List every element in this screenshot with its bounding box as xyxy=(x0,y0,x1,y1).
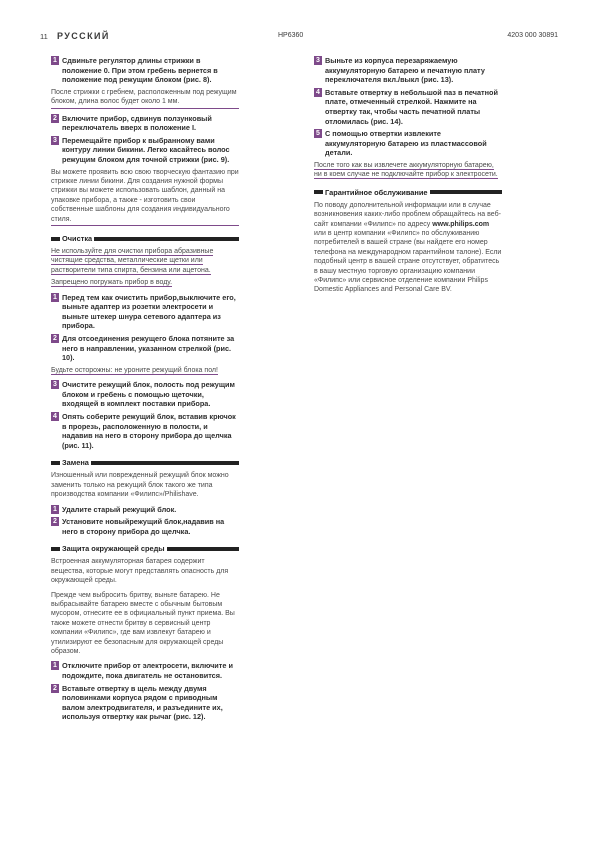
step-number: 1 xyxy=(51,56,59,65)
step-text: Удалите старый режущий блок. xyxy=(62,504,177,514)
right-column xyxy=(314,56,502,300)
section-title: Очистка xyxy=(62,234,93,243)
section-title: Гарантийное обслуживание xyxy=(325,187,428,197)
step-number: 1 xyxy=(51,661,59,670)
page-number: 11 xyxy=(40,32,48,41)
step-text: Отключите прибор от электросети, включите и подождите, пока двигатель не остановится. xyxy=(62,661,233,680)
step-text: Перемещайте прибор к выбранному вами контуру линии бикини. Легко касайтесь волос режущим блоком для точной стрижки (рис. 9). xyxy=(62,135,230,164)
step-number: 2 xyxy=(51,114,59,123)
heading-bar-left xyxy=(51,547,60,551)
step-item xyxy=(51,380,239,409)
left-column xyxy=(51,56,239,725)
creative-paragraph: Вы можете проявить всю свою творческую фантазию при стрижке линии бикини. Для создания нужной формы стрижки вы можете использовать шаблон, данный на упаковке прибора, а также - изготовить свои собственные шаблоны для создания индивидуального стиля. xyxy=(51,168,239,226)
step-number: 2 xyxy=(51,684,59,693)
document-code: 4203 000 30891 xyxy=(507,32,558,39)
step-item xyxy=(51,517,239,536)
section-heading-guarantee xyxy=(314,188,502,197)
section-heading-replacement xyxy=(51,458,239,467)
step-text: Сдвиньте регулятор длины стрижки в положение 0. При этом гребень вернется в положение под режущим блоком (рис. 8). xyxy=(62,56,218,85)
step-text: Для отсоединения режущего блока потяните за него в направлении, указанном стрелкой (рис. 10). xyxy=(62,334,235,363)
environment-paragraph: Встроенная аккумуляторная батарея содержит вещества, которые могут представлять опасность для окружающей среды. xyxy=(51,558,229,585)
step-number: 1 xyxy=(51,293,59,302)
language-label: РУССКИЙ xyxy=(57,31,110,41)
step-number: 2 xyxy=(51,517,59,526)
step-item xyxy=(51,412,239,450)
model-number: HP6360 xyxy=(278,32,304,39)
cleaning-warning: Не используйте для очистки прибора абразивные чистящие средства, металлические щетки или растворители типа спирта, бензина или ацетона. xyxy=(51,248,214,274)
step-text: С помощью отвертки извлеките аккумуляторную батарею из пластмассовой детали. xyxy=(325,129,487,158)
step-item xyxy=(51,505,239,515)
replacement-paragraph: Изношенный или поврежденный режущий блок можно заменить только на режущий блок такого же типа производства компании «Филипс»/Philishave. xyxy=(51,472,229,499)
trim-note: После стрижки с гребнем, расположенным под режущим блоком, длина волос будет около 1 мм. xyxy=(51,88,239,109)
step-number: 3 xyxy=(314,56,322,65)
step-number: 5 xyxy=(314,129,322,138)
step-item xyxy=(51,684,239,722)
step-item xyxy=(314,88,502,126)
heading-bar-left xyxy=(51,237,60,241)
step-text: Установите новыйрежущий блок,надавив на него в сторону прибора до щелчка. xyxy=(62,517,225,536)
step-text: Перед тем как очистить прибор,выключите его, выньте адаптер из розетки электросети и выньте штекер шнура сетевого адаптера из прибора. xyxy=(62,292,236,331)
step-item xyxy=(51,114,239,133)
step-text: Вставьте отвертку в небольшой паз в печатной плате, отмеченный стрелкой. Нажмите на отвертку так, чтобы часть печатной платы отломилась (рис. 14). xyxy=(325,87,498,126)
step-text: Очистите режущий блок, полость под режущим блоком и гребень с помощью щеточки, входящей в комплект поставки прибора. xyxy=(62,380,235,409)
heading-bar-right xyxy=(94,237,239,241)
step-item xyxy=(51,136,239,165)
heading-bar-right xyxy=(430,190,503,194)
step-item xyxy=(51,293,239,331)
heading-bar-right xyxy=(167,547,239,551)
website-link[interactable]: www.philips.com xyxy=(432,220,490,228)
section-heading-environment xyxy=(51,544,239,553)
heading-bar-left xyxy=(51,461,60,465)
step-item xyxy=(314,56,502,85)
section-title: Замена xyxy=(62,458,89,468)
step-number: 4 xyxy=(51,412,59,421)
step-item xyxy=(51,334,239,363)
step-number: 3 xyxy=(51,380,59,389)
section-heading-cleaning xyxy=(51,234,239,243)
heading-bar-right xyxy=(91,461,239,465)
step-item xyxy=(51,56,239,85)
step-number: 1 xyxy=(51,505,59,514)
step-number: 2 xyxy=(51,334,59,343)
step-item xyxy=(51,661,239,680)
cleaning-caution: Будьте осторожны: не уроните режущий блока пол! xyxy=(51,366,218,374)
step-number: 4 xyxy=(314,88,322,97)
cleaning-warning-water: Запрещено погружать прибор в воду. xyxy=(51,279,173,287)
step-text: Включите прибор, сдвинув ползунковый переключатель вверх в положение I. xyxy=(62,113,212,133)
battery-warning: После того как вы извлечете аккумуляторную батарею, ни в коем случае не подключайте прибор к электросети. xyxy=(314,161,498,179)
step-text: Вставьте отвертку в щель между двумя половинками корпуса рядом с приводным валом электродвигателя, и разъедините их, используя отвертку как рычаг (рис. 12). xyxy=(62,683,223,722)
guarantee-paragraph: По поводу дополнительной информации или в случае возникновения каких-либо проблем обращайтесь на веб-сайт компании «Филипс» по адресу www.philips.com или в центр компании «Филипс» по обслуживанию потребителей в вашей стране (вы найдете его номер телефона на международном гарантийном талоне). Если подобный центр в вашей стране отсутствует, обратитесь в вашу местную торговую организацию компании «Филипс» или сервисное отделение компании Philips Domestic Appliances and Personal Care BV. xyxy=(314,201,502,294)
heading-bar-left xyxy=(314,190,323,194)
step-text: Опять соберите режущий блок, вставив крючок в прорезь, расположенную в полости, и надавив на него в сторону прибора до щелчка (рис. 11). xyxy=(62,411,236,450)
step-item xyxy=(314,129,502,158)
environment-paragraph: Прежде чем выбросить бритву, выньте батарею. Не выбрасывайте батарею вместе с обычным бытовым мусором, отнесите ее в официальный пункт приема. Вы также можете отнести бритву в сервисный центр компании «Филипс», где вам извлекут батарею и утилизируют ее безопасным для окружающей среды образом. xyxy=(51,591,235,655)
section-title: Защита окружающей среды xyxy=(62,544,165,554)
step-text: Выньте из корпуса перезаряжаемую аккумуляторную батарею и печатную плату переключателя вкл./выкл (рис. 13). xyxy=(325,56,485,85)
page-header xyxy=(0,31,595,43)
step-number: 3 xyxy=(51,136,59,145)
